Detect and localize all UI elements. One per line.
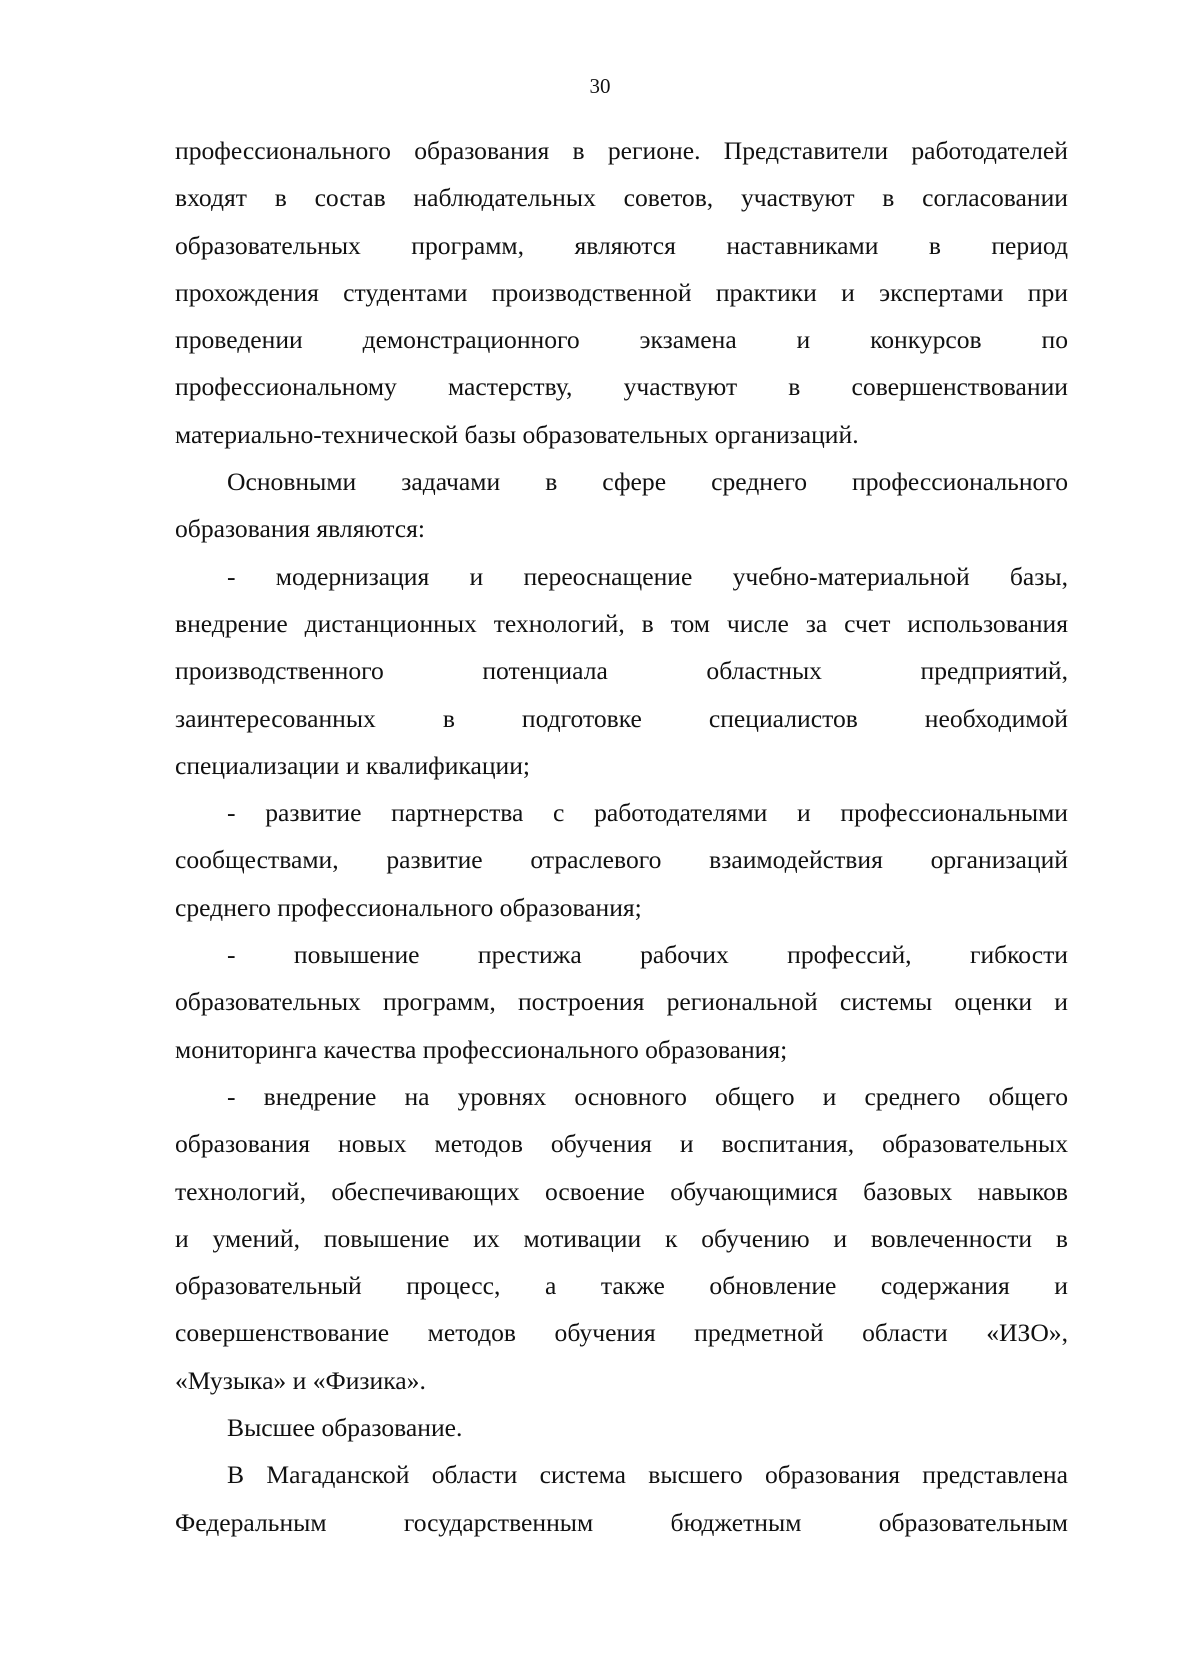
text-line: Высшее образование.: [227, 1413, 463, 1443]
text-line: и умений, повышение их мотивации к обучению и вовлеченности в: [175, 1223, 1068, 1253]
text-line: заинтересованных в подготовке специалистов необходимой: [175, 703, 1068, 733]
text-line: среднего профессионального образования;: [175, 892, 642, 922]
text-line: проведении демонстрационного экзамена и конкурсов по: [175, 325, 1068, 355]
text-line: Федеральным государственным бюджетным образовательным: [175, 1507, 1068, 1537]
text-line: В Магаданской области система высшего образования представлена: [227, 1460, 1068, 1490]
text-line: материально-технической базы образовательных организаций.: [175, 419, 859, 449]
text-line: - развитие партнерства с работодателями и профессиональными: [227, 798, 1068, 828]
text-line: образовательный процесс, а также обновление содержания и: [175, 1271, 1068, 1301]
text-line: мониторинга качества профессионального образования;: [175, 1034, 788, 1064]
text-line: образовательных программ, являются наставниками в период: [175, 230, 1068, 260]
text-line: Основными задачами в сфере среднего профессионального: [227, 467, 1068, 497]
document-body: [175, 127, 1068, 1546]
text-line: профессионального образования в регионе. Представители работодателей: [175, 136, 1068, 165]
text-line: совершенствование методов обучения предметной области «ИЗО»,: [175, 1318, 1068, 1348]
text-line: профессиональному мастерству, участвуют в совершенствовании: [175, 372, 1068, 402]
text-line: образовательных программ, построения региональной системы оценки и: [175, 987, 1068, 1017]
text-line: - внедрение на уровнях основного общего и среднего общего: [227, 1081, 1068, 1111]
text-line: образования новых методов обучения и воспитания, образовательных: [175, 1129, 1068, 1159]
text-line: входят в состав наблюдательных советов, участвуют в согласовании: [175, 183, 1068, 213]
text-line: внедрение дистанционных технологий, в том числе за счет использования: [175, 608, 1068, 638]
text-line: сообществами, развитие отраслевого взаимодействия организаций: [175, 845, 1068, 875]
text-line: - модернизация и переоснащение учебно-материальной базы,: [227, 561, 1068, 591]
text-line: технологий, обеспечивающих освоение обучающимися базовых навыков: [175, 1176, 1068, 1206]
text-line: образования являются:: [175, 514, 425, 544]
text-line: - повышение престижа рабочих профессий, гибкости: [227, 940, 1068, 970]
text-line: специализации и квалификации;: [175, 750, 531, 780]
text-line: прохождения студентами производственной практики и экспертами при: [175, 277, 1068, 307]
text-line: производственного потенциала областных предприятий,: [175, 656, 1068, 686]
text-line: «Музыка» и «Физика».: [175, 1365, 426, 1395]
page-number: 30: [589, 74, 611, 98]
